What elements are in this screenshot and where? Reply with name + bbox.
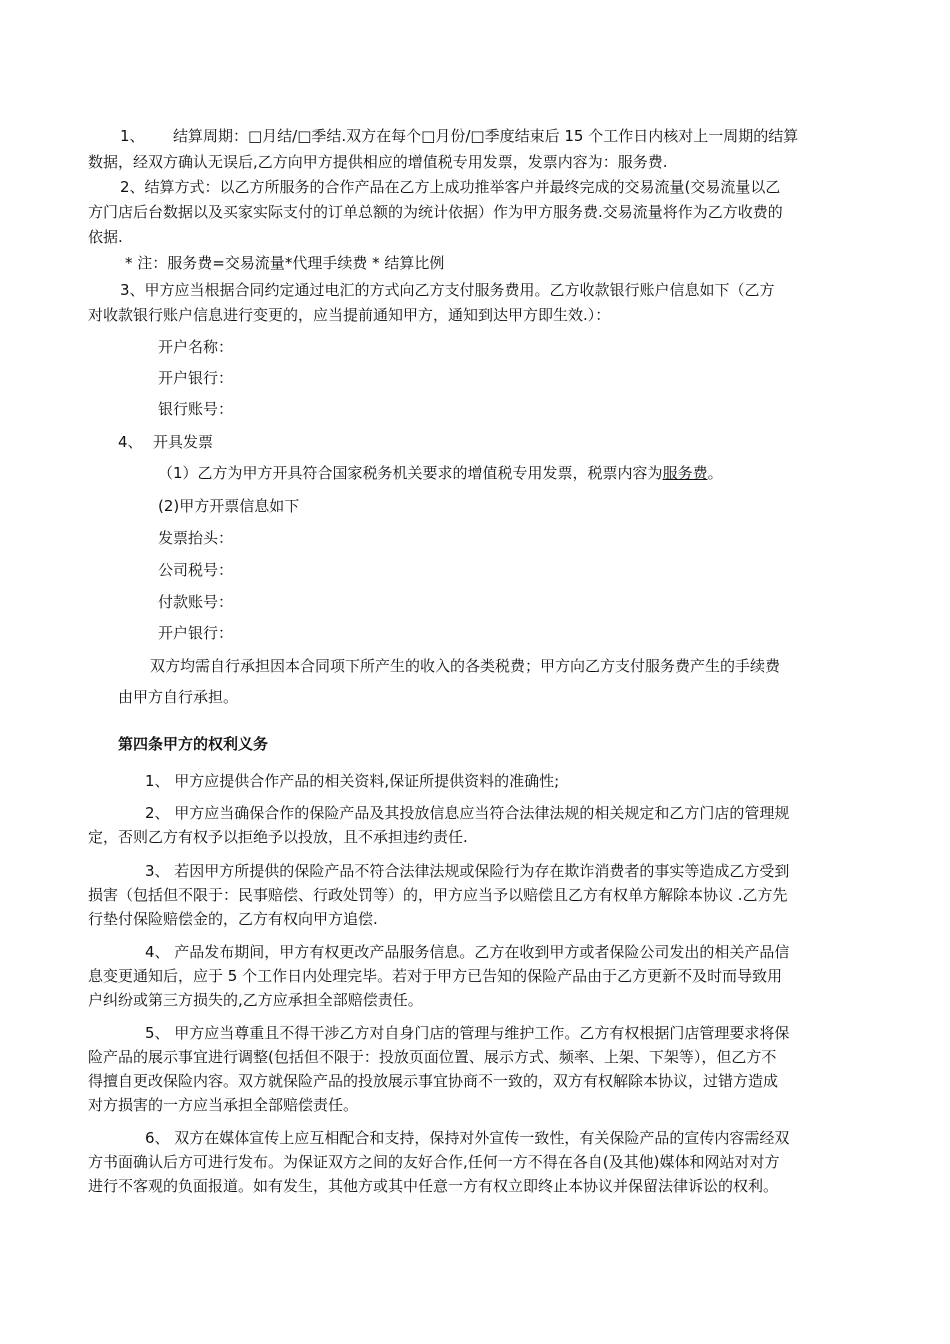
item2-line2: 方门店后台数据以及买家实际支付的订单总额的为统计依据）作为甲方服务费.交易流量将作为乙方收费的 [88, 203, 783, 221]
tax-clause-line2: 由甲方自行承担。 [118, 688, 239, 706]
article4-p3-line3: 行垫付保险赔偿金的，乙方有权向甲方追偿. [88, 910, 378, 928]
item1-line2: 数据，经双方确认无误后,乙方向甲方提供相应的增值税专用发票，发票内容为：服务费. [88, 153, 668, 171]
invoice-content-underlined: 服务费 [662, 464, 708, 482]
item4-title: 开具发票 [153, 433, 214, 451]
article4-p6-line1: 6、 双方在媒体宣传上应互相配合和支持，保持对外宣传一致性，有关保险产品的宣传内容需经双 [145, 1129, 790, 1147]
invoice-bank-label: 开户银行： [158, 624, 234, 642]
bank-account-number-label: 银行账号： [158, 400, 234, 418]
item3-line1: 3、甲方应当根据合同约定通过电汇的方式向乙方支付服务费用。乙方收款银行账户信息如下（乙方 [120, 281, 775, 299]
invoice-clause-1 [158, 462, 723, 484]
article4-p2-line2: 定，否则乙方有权予以拒绝予以投放，且不承担违约责任. [88, 828, 468, 846]
article4-p2-line1: 2、 甲方应当确保合作的保险产品及其投放信息应当符合法律法规的相关规定和乙方门店的管理规 [145, 804, 790, 822]
item1-number: 1、 [120, 127, 145, 145]
article4-p4-line3: 户纠纷或第三方损失的,乙方应承担全部赔偿责任。 [88, 991, 423, 1009]
item1-line1: 结算周期：□月结/□季结.双方在每个□月份/□季度结束后 15 个工作日内核对上一周期的结算 [173, 127, 799, 145]
bank-account-name-label: 开户名称： [158, 338, 234, 356]
item2-line1: 2、结算方式：以乙方所服务的合作产品在乙方上成功推举客户并最终完成的交易流量(交易流量以乙 [120, 178, 781, 196]
article4-p1: 1、 甲方应提供合作产品的相关资料,保证所提供资料的准确性; [145, 772, 560, 790]
article4-p3-line2: 损害（包括但不限于：民事赔偿、行政处罚等）的，甲方应当予以赔偿且乙方有权单方解除本协议 .乙方先 [88, 886, 788, 904]
article4-p5-line3: 得擅自更改保险内容。双方就保险产品的投放展示事宜协商不一致的，双方有权解除本协议，过错方造成 [88, 1072, 779, 1090]
article4-p4-line1: 4、 产品发布期间，甲方有权更改产品服务信息。乙方在收到甲方或者保险公司发出的相关产品信 [145, 943, 790, 961]
item4-number: 4、 [118, 433, 143, 451]
service-fee-note: * 注：服务费=交易流量*代理手续费 * 结算比例 [125, 254, 445, 272]
article4-p5-line2: 险产品的展示事宜进行调整(包括但不限于：投放页面位置、展示方式、频率、上架、下架等），但乙方不 [88, 1048, 777, 1066]
payment-account-label: 付款账号： [158, 593, 234, 611]
article4-p3-line1: 3、 若因甲方所提供的保险产品不符合法律法规或保险行为存在欺诈消费者的事实等造成乙方受到 [145, 862, 790, 880]
article4-p4-line2: 息变更通知后，应于 5 个工作日内处理完毕。若对于甲方已告知的保险产品由于乙方更新不及时而导致用 [88, 967, 783, 985]
article4-heading: 第四条甲方的权利义务 [118, 735, 269, 753]
company-tax-number-label: 公司税号： [158, 561, 234, 579]
article4-p5-line1: 5、 甲方应当尊重且不得干涉乙方对自身门店的管理与维护工作。乙方有权根据门店管理要求将保 [145, 1024, 790, 1042]
invoice-title-label: 发票抬头： [158, 529, 234, 547]
invoice-clause-1-text: （1）乙方为甲方开具符合国家税务机关要求的增值税专用发票，税票内容为 [158, 464, 663, 482]
tax-clause-line1: 双方均需自行承担因本合同项下所产生的收入的各类税费；甲方向乙方支付服务费产生的手续费 [150, 657, 781, 675]
article4-p5-line4: 对方损害的一方应当承担全部赔偿责任。 [88, 1096, 359, 1114]
article4-p6-line2: 方书面确认后方可进行发布。为保证双方之间的友好合作,任何一方不得在各自(及其他)媒体和网站对对方 [88, 1153, 780, 1171]
item3-line2: 对收款银行账户信息进行变更的，应当提前通知甲方，通知到达甲方即生效.）： [88, 306, 611, 324]
invoice-clause-2: (2)甲方开票信息如下 [158, 497, 300, 515]
article4-p6-line3: 进行不客观的负面报道。如有发生，其他方或其中任意一方有权立即终止本协议并保留法律诉讼的权利。 [88, 1177, 779, 1195]
invoice-clause-1-end: 。 [707, 464, 723, 482]
bank-name-label: 开户银行： [158, 369, 234, 387]
item2-line3: 依据. [88, 228, 123, 246]
